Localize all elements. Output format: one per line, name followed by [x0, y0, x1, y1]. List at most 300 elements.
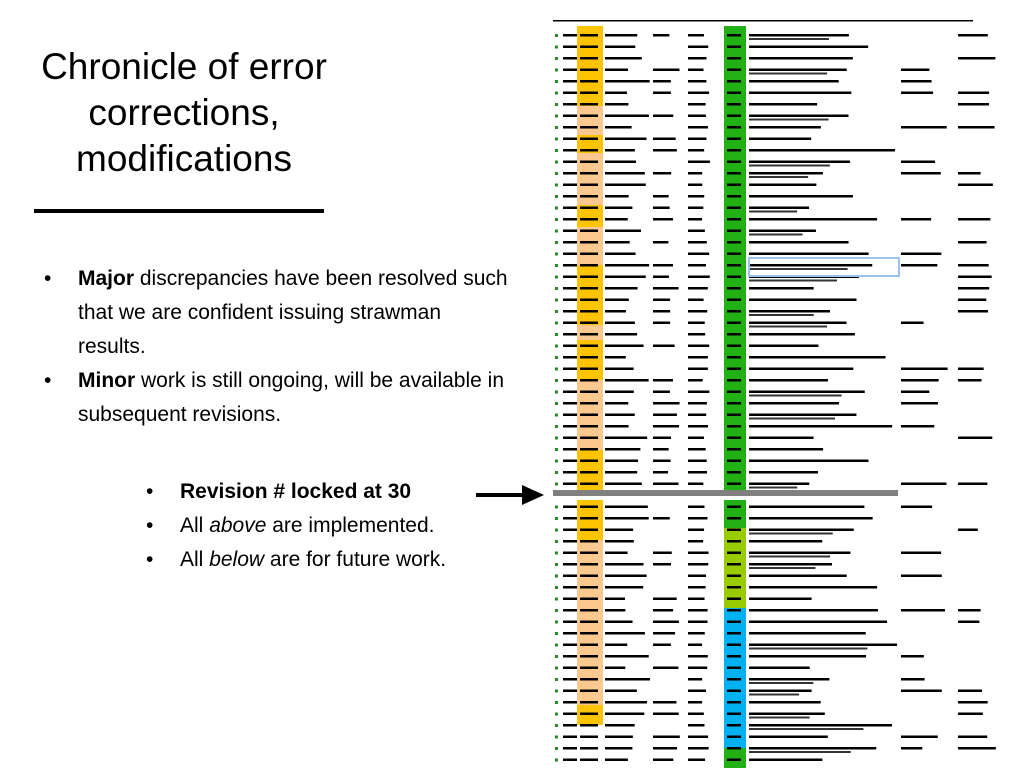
cell-text: [653, 402, 680, 405]
cell-text: [727, 713, 741, 716]
cell-text: [749, 195, 853, 198]
cell-text: [563, 667, 577, 670]
cell-text: [727, 609, 741, 612]
cell-text: [563, 276, 577, 279]
cell-text: [605, 747, 632, 750]
row-marker: [555, 506, 558, 509]
revision-divider-bar: [553, 490, 898, 496]
cell-text: [727, 724, 741, 727]
cell-text: [563, 172, 577, 175]
cell-text: [563, 425, 577, 428]
cell-text: [653, 69, 679, 72]
cell-text: [580, 575, 598, 578]
cell-text: [688, 747, 709, 750]
cell-text: [605, 80, 650, 83]
cell-text: [580, 126, 598, 129]
cell-text: [563, 747, 577, 750]
cell-text: [958, 621, 979, 624]
cell-text: [688, 379, 703, 382]
cell-text: [727, 276, 741, 279]
cell-text: [605, 655, 649, 658]
cell-text: [958, 713, 983, 716]
cell-text: [605, 529, 633, 532]
row-marker: [555, 575, 558, 578]
cell-text: [580, 264, 598, 267]
cell-text: [727, 149, 741, 152]
row-marker: [555, 276, 558, 279]
cell-text: [901, 379, 939, 382]
cell-text: [688, 644, 702, 647]
cell-text: [958, 126, 995, 129]
cell-text: [688, 253, 709, 256]
green-column-strip: [724, 26, 746, 494]
cell-text: [653, 621, 679, 624]
cell-text: [653, 667, 678, 670]
cell-text: [580, 207, 598, 210]
cell-text: [605, 701, 647, 704]
row-marker: [555, 46, 558, 49]
cell-text: [688, 276, 710, 279]
row-marker: [555, 402, 558, 405]
cell-text: [563, 161, 577, 164]
cell-text: [563, 126, 577, 129]
cell-text: [749, 736, 828, 739]
cell-text: [563, 724, 577, 727]
cell-text: [563, 115, 577, 118]
cell-text: [727, 207, 741, 210]
cell-text: [901, 552, 941, 555]
cell-text: [653, 322, 670, 325]
cell-text: [727, 391, 741, 394]
cell-text: [749, 234, 803, 236]
above-prefix: All: [180, 514, 210, 537]
cell-text: [901, 402, 938, 405]
cell-text: [727, 57, 741, 60]
cell-text: [580, 517, 598, 520]
row-marker: [555, 103, 558, 106]
cell-text: [727, 138, 741, 141]
cell-text: [653, 195, 669, 198]
cell-text: [749, 241, 849, 244]
row-marker: [555, 460, 558, 463]
bullet-above: [146, 509, 546, 543]
cell-text: [688, 299, 704, 302]
bullet-rest: discrepancies have been resolved such that we are confident issuing strawman results.: [78, 267, 508, 358]
cell-text: [653, 287, 679, 290]
sheet-header-rule: [553, 20, 973, 22]
cell-text: [563, 563, 577, 566]
row-marker: [555, 437, 558, 440]
cell-text: [605, 115, 649, 118]
cell-text: [653, 115, 673, 118]
cell-text: [749, 80, 839, 83]
cell-text: [688, 207, 703, 210]
cell-text: [563, 598, 577, 601]
cell-text: [580, 241, 598, 244]
row-marker: [555, 667, 558, 670]
cell-text: [563, 575, 577, 578]
cell-text: [688, 483, 703, 486]
cell-text: [749, 184, 816, 187]
cell-text: [563, 310, 577, 313]
cell-text: [749, 38, 829, 40]
cell-text: [580, 736, 598, 739]
cell-text: [749, 379, 828, 382]
row-marker: [555, 69, 558, 72]
cell-text: [580, 655, 598, 658]
cell-text: [688, 138, 706, 141]
row-marker: [555, 586, 558, 589]
cell-text: [688, 184, 702, 187]
cell-text: [749, 73, 827, 75]
cell-text: [749, 322, 847, 325]
cell-text: [653, 92, 671, 95]
cell-text: [605, 149, 635, 152]
cell-text: [688, 414, 706, 417]
green-column-strip: [724, 748, 746, 768]
cell-text: [605, 57, 642, 60]
cell-text: [563, 138, 577, 141]
cell-text: [749, 46, 868, 49]
cell-text: [958, 747, 996, 750]
cell-text: [688, 46, 708, 49]
cell-text: [580, 540, 598, 543]
row-marker: [555, 609, 558, 612]
cell-text: [653, 609, 673, 612]
cell-text: [580, 701, 598, 704]
row-marker: [555, 701, 558, 704]
cell-text: [563, 437, 577, 440]
cell-text: [653, 552, 672, 555]
cell-text: [688, 517, 707, 520]
revision-locked-text: Revision # locked at 30: [180, 480, 412, 503]
cell-text: [688, 230, 705, 233]
cell-text: [727, 483, 741, 486]
cell-text: [563, 414, 577, 417]
cell-text: [727, 299, 741, 302]
cell-text: [727, 402, 741, 405]
cell-text: [688, 80, 706, 83]
cell-text: [605, 368, 634, 371]
cell-text: [749, 172, 823, 175]
row-marker: [555, 632, 558, 635]
cell-text: [653, 276, 669, 279]
row-marker: [555, 230, 558, 233]
row-marker: [555, 207, 558, 210]
cell-text: [749, 728, 863, 730]
row-marker: [555, 80, 558, 83]
cell-text: [688, 609, 708, 612]
cell-text: [901, 655, 924, 658]
cell-text: [727, 345, 741, 348]
cell-text: [727, 241, 741, 244]
cell-text: [605, 253, 636, 256]
cell-text: [749, 211, 797, 213]
row-marker: [555, 747, 558, 750]
cell-text: [749, 268, 848, 270]
cell-text: [605, 34, 637, 37]
cell-text: [688, 115, 706, 118]
cell-text: [958, 368, 984, 371]
cell-text: [580, 402, 598, 405]
cell-text: [563, 529, 577, 532]
cell-text: [605, 276, 646, 279]
cell-text: [653, 391, 670, 394]
cell-text: [653, 218, 673, 221]
cell-text: [688, 172, 702, 175]
cell-text: [727, 103, 741, 106]
row-marker: [555, 598, 558, 601]
cell-text: [749, 395, 842, 397]
cell-text: [688, 69, 704, 72]
cell-text: [563, 322, 577, 325]
cell-text: [580, 391, 598, 394]
cell-text: [749, 690, 812, 693]
row-marker: [555, 414, 558, 417]
cell-text: [749, 460, 868, 463]
cell-text: [749, 119, 829, 121]
cell-text: [727, 575, 741, 578]
cell-text: [727, 517, 741, 520]
cell-text: [653, 34, 669, 37]
cell-text: [563, 230, 577, 233]
row-marker: [555, 655, 558, 658]
cell-text: [727, 563, 741, 566]
cell-text: [580, 368, 598, 371]
cell-text: [653, 138, 676, 141]
cell-text: [958, 379, 982, 382]
cell-text: [563, 69, 577, 72]
row-marker: [555, 736, 558, 739]
cell-text: [688, 425, 708, 428]
cell-text: [563, 402, 577, 405]
cell-text: [958, 690, 982, 693]
cell-text: [605, 575, 647, 578]
cell-text: [749, 556, 830, 558]
row-marker: [555, 724, 558, 727]
cell-text: [605, 379, 649, 382]
cell-text: [749, 713, 825, 716]
cell-text: [727, 46, 741, 49]
cell-text: [749, 621, 887, 624]
cell-text: [688, 333, 705, 336]
row-marker: [555, 644, 558, 647]
cell-text: [653, 632, 675, 635]
cell-text: [688, 598, 705, 601]
cell-text: [727, 310, 741, 313]
cell-text: [563, 586, 577, 589]
cell-text: [958, 172, 981, 175]
cell-text: [727, 644, 741, 647]
cell-text: [605, 425, 629, 428]
cell-text: [958, 276, 992, 279]
cell-text: [958, 736, 987, 739]
cell-text: [605, 310, 626, 313]
cell-text: [563, 678, 577, 681]
title-underline: [34, 209, 324, 213]
cell-text: [688, 586, 706, 589]
cell-text: [749, 529, 854, 532]
cell-text: [688, 437, 704, 440]
cell-text: [901, 126, 947, 129]
bullet-bold: Major: [78, 267, 135, 290]
cell-text: [688, 759, 705, 762]
cell-text: [688, 529, 704, 532]
row-marker: [555, 218, 558, 221]
cell-text: [749, 92, 851, 95]
cell-text: [749, 356, 886, 359]
cell-text: [749, 747, 876, 750]
arrow-right-icon: [476, 485, 544, 505]
cell-text: [580, 218, 598, 221]
row-marker: [555, 92, 558, 95]
row-marker: [555, 517, 558, 520]
cell-text: [563, 195, 577, 198]
row-marker: [555, 690, 558, 693]
cell-text: [605, 46, 635, 49]
row-marker: [555, 138, 558, 141]
cell-text: [958, 529, 978, 532]
cell-text: [563, 368, 577, 371]
cell-text: [580, 322, 598, 325]
cell-text: [605, 437, 647, 440]
cell-text: [749, 161, 850, 164]
cell-text: [749, 437, 814, 440]
cell-text: [749, 694, 799, 696]
cell-text: [688, 161, 710, 164]
cell-text: [901, 391, 929, 394]
cell-text: [580, 333, 598, 336]
cell-text: [563, 621, 577, 624]
below-prefix: All: [180, 548, 210, 571]
bullet-dot: •: [44, 369, 52, 392]
cell-text: [749, 517, 873, 520]
row-marker: [555, 448, 558, 451]
cell-text: [749, 264, 872, 267]
cell-text: [749, 540, 822, 543]
row-marker: [555, 678, 558, 681]
cell-text: [749, 314, 814, 316]
cell-text: [653, 701, 676, 704]
green-column-strip: [724, 500, 746, 528]
cell-text: [901, 747, 922, 750]
title-line-2: corrections,: [88, 92, 280, 133]
cell-text: [727, 287, 741, 290]
cell-text: [727, 667, 741, 670]
row-marker: [555, 34, 558, 37]
cell-text: [688, 92, 709, 95]
cell-text: [605, 299, 629, 302]
cell-text: [605, 517, 649, 520]
row-marker: [555, 529, 558, 532]
cell-text: [580, 437, 598, 440]
cell-text: [563, 632, 577, 635]
cell-text: [563, 356, 577, 359]
cell-text: [688, 632, 705, 635]
cell-text: [580, 724, 598, 727]
row-marker: [555, 391, 558, 394]
cell-text: [563, 57, 577, 60]
cell-text: [901, 161, 935, 164]
row-marker: [555, 333, 558, 336]
cell-text: [749, 701, 821, 704]
cell-text: [653, 448, 669, 451]
cell-text: [688, 356, 708, 359]
row-marker: [555, 241, 558, 244]
cell-text: [605, 460, 638, 463]
row-marker: [555, 299, 558, 302]
cell-text: [688, 678, 702, 681]
cell-text: [653, 414, 677, 417]
cell-text: [688, 195, 704, 198]
bullet-text: [78, 262, 514, 364]
bullet-dot: •: [44, 267, 52, 290]
cell-text: [580, 34, 598, 37]
slide-title: [0, 44, 368, 182]
cell-text: [749, 682, 813, 684]
cell-text: [580, 621, 598, 624]
cell-text: [688, 460, 707, 463]
cell-text: [563, 506, 577, 509]
cell-text: [749, 567, 815, 569]
cell-text: [749, 176, 808, 178]
cell-text: [901, 80, 932, 83]
cell-text: [688, 310, 707, 313]
cell-text: [605, 172, 645, 175]
cell-text: [749, 326, 827, 328]
cell-text: [605, 264, 649, 267]
cell-text: [749, 609, 878, 612]
cell-text: [653, 483, 678, 486]
cell-text: [563, 287, 577, 290]
cell-text: [727, 333, 741, 336]
cell-text: [688, 713, 704, 716]
cell-text: [727, 471, 741, 474]
cell-text: [901, 92, 933, 95]
cell-text: [749, 483, 809, 486]
cell-text: [749, 253, 869, 256]
cell-text: [580, 471, 598, 474]
cell-text: [580, 586, 598, 589]
cell-text: [653, 425, 679, 428]
cell-text: [727, 414, 741, 417]
cell-text: [563, 34, 577, 37]
cell-text: [653, 563, 671, 566]
cell-text: [580, 379, 598, 382]
cell-text: [688, 655, 708, 658]
cell-text: [749, 280, 837, 282]
cell-text: [749, 552, 850, 555]
cell-text: [749, 34, 849, 37]
cell-text: [563, 552, 577, 555]
cell-text: [958, 609, 981, 612]
cell-text: [727, 506, 741, 509]
cell-text: [563, 253, 577, 256]
cell-text: [580, 747, 598, 750]
cell-text: [727, 80, 741, 83]
cell-text: [727, 69, 741, 72]
cell-text: [688, 701, 702, 704]
row-marker: [555, 115, 558, 118]
cell-text: [605, 678, 650, 681]
cell-text: [580, 299, 598, 302]
cell-text: [901, 609, 945, 612]
cell-text: [605, 230, 641, 233]
cell-text: [727, 425, 741, 428]
cell-text: [688, 368, 708, 371]
cell-text: [727, 368, 741, 371]
cell-text: [605, 644, 627, 647]
